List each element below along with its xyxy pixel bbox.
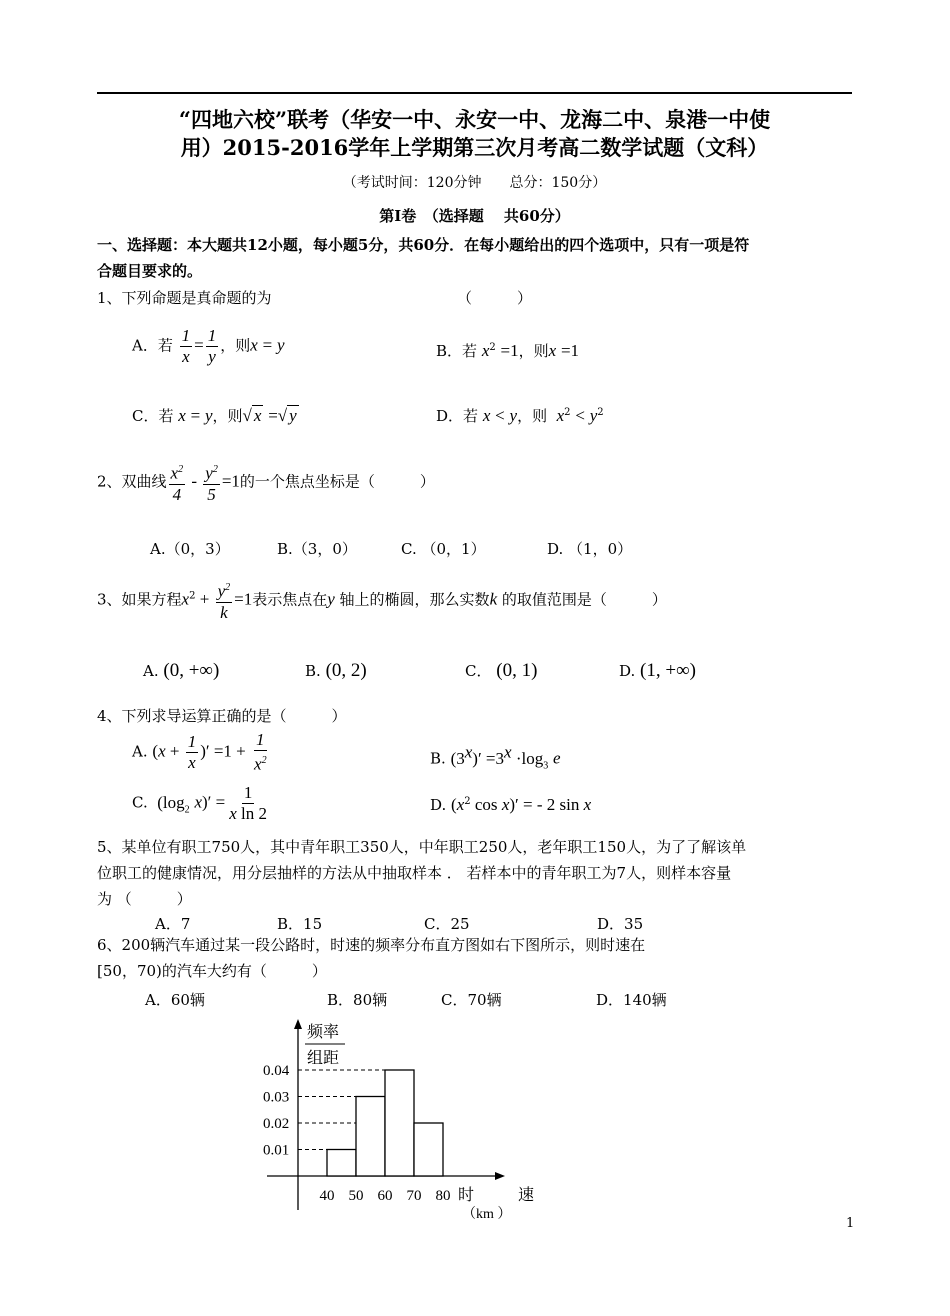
q1-option-b: B．若 $x^2 =1$，则x =1 [436,341,580,360]
title-line-1: “四地六校”联考（华安一中、永安一中、龙海二中、泉港一中使 [178,107,771,132]
q3-c-value: (0, 1) [496,660,538,681]
histogram-bar [414,1123,443,1176]
q3-stem-prefix: 3、如果方程 [97,590,182,609]
q4-d-label: D. [430,796,447,814]
instructions-line-2: 合题目要求的。 [97,262,203,280]
section-title: 第Ⅰ卷 （选择题 共60分） [379,207,570,225]
q5-option-c: C．25 [424,915,470,933]
title-line-2: 用）2015-2016学年上学期第三次月考高二数学试题（文科） [180,135,769,160]
q6-option-c: C．70辆 [441,991,502,1009]
q1-stem [97,285,857,311]
q3-option-b [305,660,367,682]
y-tick-label: 0.03 [263,1089,290,1106]
q3-b-value: (0, 2) [325,660,367,681]
q5-option-a: A．7 [155,915,191,933]
q4-c-label: C. [132,793,148,812]
q2-option-d: D. （1，0） [547,540,633,558]
q3-c-label: C． [465,662,492,680]
q1-c-then: ，则 [212,407,243,425]
y-tick-label: 0.04 [263,1063,290,1079]
q6-option-b: B．80辆 [327,991,388,1009]
q1-b-then: ，则 [518,342,549,360]
q5-line-1: 5、某单位有职工750人，其中青年职工350人，中年职工250人，老年职工150人，为了了解该单 [97,838,747,856]
q1-paren: （ ） [457,289,533,307]
y-label-bottom: 组距 [307,1050,340,1067]
q1-option-a: A．若 $\frac{1}{x}$ = $\frac{1}{y}$ ，则x = y [132,326,285,366]
q1-b-label: B．若 [436,342,478,360]
x-tick-label: 70 [406,1188,422,1204]
q2-stem-suffix: 的一个焦点坐标是（ ） [239,472,435,491]
q1-option-d: D．若 x < y，则 $x^2 < y^2$ [436,406,604,425]
q1-a-label: A．若 [132,336,173,355]
q3-stem-suffix: 的取值范围是（ ） [501,590,667,609]
q2-stem-prefix: 2、双曲线 [97,472,167,491]
q4-a-label: A. [132,742,148,761]
q3-option-c [465,660,537,682]
q1-a-then: ，则 [220,336,251,355]
header-rule [97,92,852,94]
histogram-bar [385,1070,414,1176]
q6-option-d: D．140辆 [596,991,667,1009]
x-tick-label: 40 [319,1188,335,1204]
page-number: 1 [846,1216,855,1231]
q3-option-a [143,660,219,682]
q1-d-then: ，则 [517,407,548,425]
q4-option-d: D. ($x^2$ cos x)′ = - 2 sin x [430,795,592,814]
q5-line-3: 为 （ ） [97,890,192,908]
q5-option-d: D．35 [597,915,644,933]
instructions-line-1: 一、选择题：本大题共12小题，每小题5分，共60分．在每小题给出的四个选项中，只有一项是符 [97,236,750,254]
x-tick-label: 60 [377,1188,393,1204]
q6-option-a: A．60辆 [145,991,205,1009]
x-label-left: 时 [458,1187,475,1204]
q5-line-2: 位职工的健康情况，用分层抽样的方法从中抽取样本 ． 若样本中的青年职工为7人，则样本容量 [97,864,732,882]
q3-stem-mid2: 轴上的椭圆，那么实数 [339,590,490,609]
frequency-histogram [255,1015,555,1230]
q1-option-c: C．若 x = y，则√ x =√ y [132,406,297,425]
q3-b-label: B. [305,662,321,680]
q3-d-value: (1, +∞) [640,660,696,681]
x-axis-arrow-icon [495,1172,505,1180]
q2-option-b: B.（3，0） [277,540,357,558]
q3-stem: 3、如果方程$x^2$ + $\frac{y^2}{k}$ =1表示焦点在y 轴上的椭圆，那么实数k 的取值范围是（ ） [97,578,667,623]
q4-stem: 4、下列求导运算正确的是（ ） [97,707,347,725]
q4-b-label: B. [430,749,446,768]
q6-line-2: [50，70)的汽车大约有（ ） [97,962,327,980]
y-tick-label: 0.02 [263,1116,290,1132]
y-label-top: 频率 [307,1024,340,1041]
q4-option-b: B. $(3^x)' =3^x \cdot\log_3$ e [430,742,561,772]
q1-d-label: D．若 [436,407,479,425]
x-unit: （km ） [462,1207,512,1222]
q3-a-value: (0, +∞) [163,660,220,681]
y-tick-label: 0.01 [263,1142,290,1159]
q3-d-label: D. [619,662,636,680]
x-tick-label: 50 [348,1188,364,1204]
histogram-bar [327,1150,356,1177]
q3-a-label: A. [143,662,159,680]
q4-option-a: A. (x + $\frac{1}{x}$ )′ =1 + $\frac{1}{x^2}$ [132,730,267,774]
y-axis-arrow-icon [294,1019,302,1029]
q2-option-c: C. （0，1） [401,540,486,558]
exam-info: （考试时间：120分钟 总分：150分） [342,175,607,191]
q4-option-c: C. ($\log_2$ x)′ = $\frac{1}{\text{x ln 2}}$ [132,783,267,823]
q6-line-1: 6、200辆汽车通过某一段公路时，时速的频率分布直方图如右下图所示，则时速在 [97,936,646,954]
q2-stem: 2、双曲线 $\frac{x^2}{4}$ - $\frac{y^2}{5}$ =1的一个焦点坐标是（ ） [97,460,435,505]
x-tick-label: 80 [435,1188,451,1204]
x-label-right: 速 [518,1187,535,1204]
q1-stem-text: 1、下列命题是真命题的为 [97,289,272,307]
q3-stem-mid: 表示焦点在 [252,590,328,609]
q2-option-a: A.（0，3） [150,540,230,558]
q1-c-label: C．若 [132,407,174,425]
histogram-bar [356,1097,385,1177]
q5-option-b: B．15 [277,915,323,933]
q3-option-d [619,660,696,682]
